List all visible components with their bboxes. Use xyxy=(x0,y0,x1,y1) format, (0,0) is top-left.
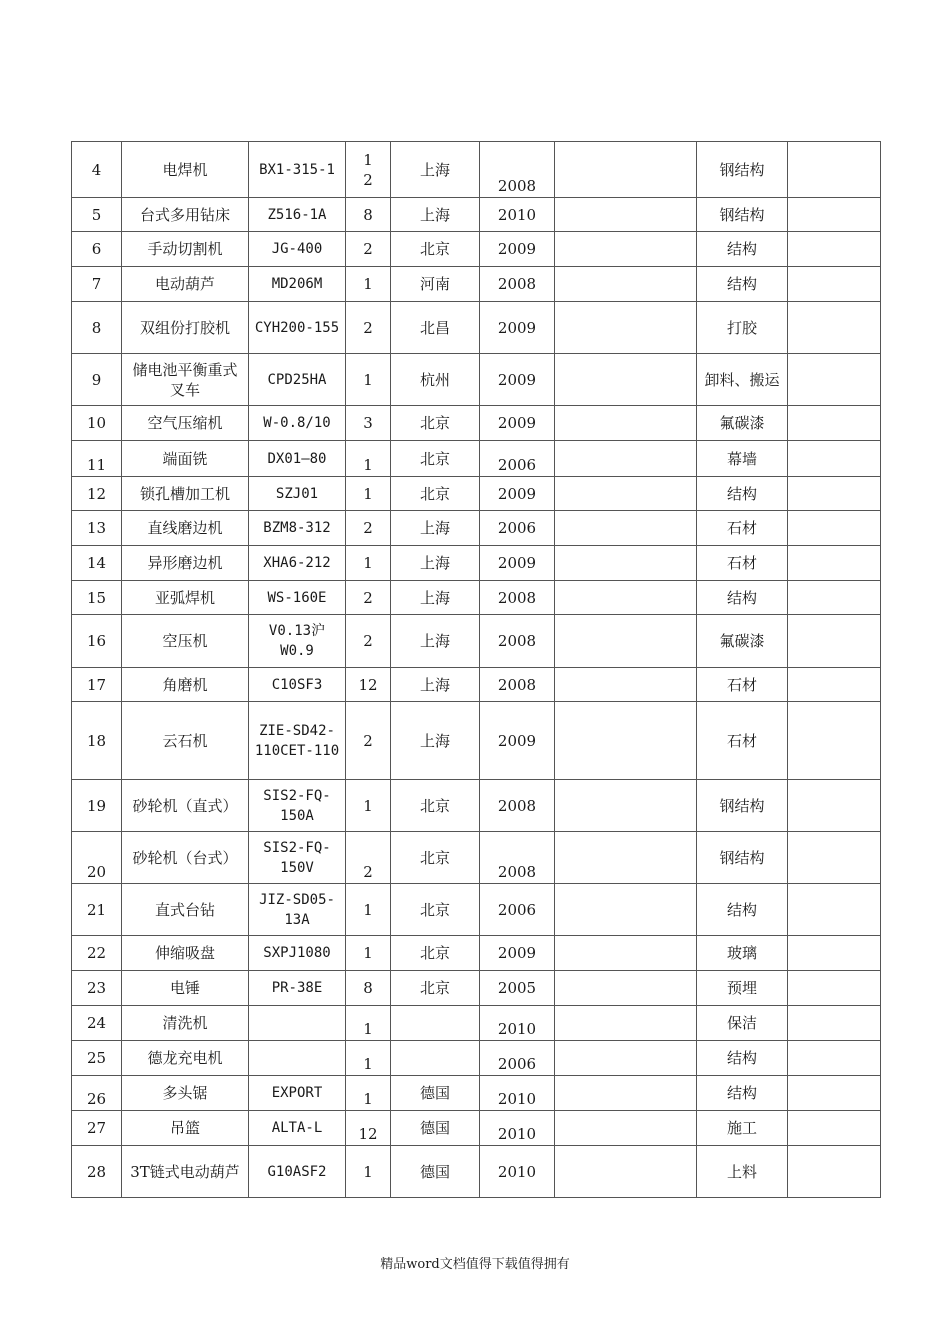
year-cell: 2008 xyxy=(480,780,555,832)
row-number-cell: 10 xyxy=(72,406,122,441)
year-cell: 2008 xyxy=(480,668,555,702)
row-number-cell: 27 xyxy=(72,1111,122,1146)
usage-cell: 结构 xyxy=(697,884,788,936)
model-cell: XHA6-212 xyxy=(249,546,346,581)
empty-cell xyxy=(555,702,697,780)
usage-cell: 结构 xyxy=(697,1041,788,1076)
quantity-cell: 1 xyxy=(346,267,391,302)
empty-cell xyxy=(555,546,697,581)
empty-cell xyxy=(788,884,881,936)
origin-cell: 杭州 xyxy=(391,354,480,406)
year-cell: 2006 xyxy=(480,511,555,546)
model-cell: JG-400 xyxy=(249,232,346,267)
row-number-cell: 22 xyxy=(72,936,122,971)
table-row xyxy=(72,1006,881,1041)
row-number-cell: 24 xyxy=(72,1006,122,1041)
year-cell: 2009 xyxy=(480,477,555,511)
model-cell: ZIE-SD42-110CET-110 xyxy=(249,702,346,780)
usage-cell: 结构 xyxy=(697,477,788,511)
usage-cell: 预埋 xyxy=(697,971,788,1006)
year-cell: 2008 xyxy=(480,267,555,302)
origin-cell xyxy=(391,1041,480,1076)
table-row xyxy=(72,1146,881,1198)
table-row xyxy=(72,232,881,267)
usage-cell: 钢结构 xyxy=(697,780,788,832)
year-cell: 2006 xyxy=(480,441,555,477)
quantity-cell: 1 2 xyxy=(346,142,391,198)
origin-cell: 上海 xyxy=(391,511,480,546)
model-cell: W-0.8/10 xyxy=(249,406,346,441)
empty-cell xyxy=(555,971,697,1006)
table-row xyxy=(72,406,881,441)
equipment-name-cell: 电锤 xyxy=(122,971,249,1006)
empty-cell xyxy=(555,406,697,441)
equipment-name-cell: 直式台钻 xyxy=(122,884,249,936)
equipment-name-cell: 3T链式电动葫芦 xyxy=(122,1146,249,1198)
year-cell: 2010 xyxy=(480,1006,555,1041)
origin-cell: 北昌 xyxy=(391,302,480,354)
model-cell: DX01—80 xyxy=(249,441,346,477)
empty-cell xyxy=(788,581,881,615)
quantity-cell: 1 xyxy=(346,441,391,477)
origin-cell: 德国 xyxy=(391,1111,480,1146)
usage-cell: 结构 xyxy=(697,581,788,615)
usage-cell: 打胶 xyxy=(697,302,788,354)
quantity-cell: 2 xyxy=(346,702,391,780)
empty-cell xyxy=(788,971,881,1006)
empty-cell xyxy=(788,936,881,971)
equipment-name-cell: 空压机 xyxy=(122,615,249,668)
equipment-name-cell: 亚弧焊机 xyxy=(122,581,249,615)
row-number-cell: 26 xyxy=(72,1076,122,1111)
model-cell: WS-160E xyxy=(249,581,346,615)
equipment-name-cell: 吊篮 xyxy=(122,1111,249,1146)
origin-cell: 河南 xyxy=(391,267,480,302)
equipment-name-cell: 砂轮机（台式） xyxy=(122,832,249,884)
quantity-cell: 1 xyxy=(346,1146,391,1198)
table-row xyxy=(72,832,881,884)
origin-cell: 上海 xyxy=(391,142,480,198)
usage-cell: 石材 xyxy=(697,668,788,702)
usage-cell: 石材 xyxy=(697,702,788,780)
origin-cell: 上海 xyxy=(391,581,480,615)
year-cell: 2010 xyxy=(480,1111,555,1146)
empty-cell xyxy=(788,1111,881,1146)
origin-cell: 北京 xyxy=(391,780,480,832)
model-cell: SZJ01 xyxy=(249,477,346,511)
empty-cell xyxy=(788,477,881,511)
table-row xyxy=(72,668,881,702)
row-number-cell: 17 xyxy=(72,668,122,702)
origin-cell: 北京 xyxy=(391,832,480,884)
empty-cell xyxy=(555,302,697,354)
table-row xyxy=(72,546,881,581)
year-cell: 2009 xyxy=(480,702,555,780)
model-cell: MD206M xyxy=(249,267,346,302)
equipment-name-cell: 锁孔槽加工机 xyxy=(122,477,249,511)
empty-cell xyxy=(555,198,697,232)
origin-cell: 北京 xyxy=(391,441,480,477)
equipment-table xyxy=(71,141,881,1198)
empty-cell xyxy=(788,668,881,702)
empty-cell xyxy=(788,1146,881,1198)
quantity-cell: 1 xyxy=(346,780,391,832)
year-cell: 2009 xyxy=(480,406,555,441)
row-number-cell: 5 xyxy=(72,198,122,232)
row-number-cell: 14 xyxy=(72,546,122,581)
origin-cell xyxy=(391,1006,480,1041)
equipment-name-cell: 角磨机 xyxy=(122,668,249,702)
quantity-cell: 12 xyxy=(346,1111,391,1146)
usage-cell: 卸料、搬运 xyxy=(697,354,788,406)
empty-cell xyxy=(788,232,881,267)
quantity-cell: 1 xyxy=(346,1006,391,1041)
usage-cell: 钢结构 xyxy=(697,198,788,232)
equipment-name-cell: 电动葫芦 xyxy=(122,267,249,302)
table-row xyxy=(72,936,881,971)
quantity-cell: 1 xyxy=(346,884,391,936)
quantity-cell: 1 xyxy=(346,354,391,406)
empty-cell xyxy=(788,780,881,832)
empty-cell xyxy=(788,302,881,354)
equipment-name-cell: 德龙充电机 xyxy=(122,1041,249,1076)
table-row xyxy=(72,581,881,615)
table-row xyxy=(72,971,881,1006)
usage-cell: 氟碳漆 xyxy=(697,406,788,441)
equipment-name-cell: 手动切割机 xyxy=(122,232,249,267)
origin-cell: 上海 xyxy=(391,198,480,232)
origin-cell: 北京 xyxy=(391,936,480,971)
usage-cell: 结构 xyxy=(697,267,788,302)
year-cell: 2010 xyxy=(480,198,555,232)
empty-cell xyxy=(555,354,697,406)
empty-cell xyxy=(555,1146,697,1198)
empty-cell xyxy=(788,1006,881,1041)
empty-cell xyxy=(555,142,697,198)
quantity-cell: 1 xyxy=(346,936,391,971)
quantity-cell: 2 xyxy=(346,615,391,668)
equipment-name-cell: 清洗机 xyxy=(122,1006,249,1041)
usage-cell: 钢结构 xyxy=(697,142,788,198)
equipment-name-cell: 双组份打胶机 xyxy=(122,302,249,354)
empty-cell xyxy=(788,406,881,441)
quantity-cell: 1 xyxy=(346,546,391,581)
empty-cell xyxy=(788,511,881,546)
origin-cell: 北京 xyxy=(391,884,480,936)
year-cell: 2005 xyxy=(480,971,555,1006)
usage-cell: 石材 xyxy=(697,511,788,546)
table-row xyxy=(72,142,881,198)
row-number-cell: 15 xyxy=(72,581,122,615)
origin-cell: 北京 xyxy=(391,232,480,267)
origin-cell: 北京 xyxy=(391,971,480,1006)
table-row xyxy=(72,1041,881,1076)
origin-cell: 上海 xyxy=(391,615,480,668)
usage-cell: 幕墙 xyxy=(697,441,788,477)
empty-cell xyxy=(555,884,697,936)
empty-cell xyxy=(788,198,881,232)
equipment-name-cell: 伸缩吸盘 xyxy=(122,936,249,971)
row-number-cell: 7 xyxy=(72,267,122,302)
origin-cell: 北京 xyxy=(391,406,480,441)
year-cell: 2009 xyxy=(480,302,555,354)
year-cell: 2006 xyxy=(480,1041,555,1076)
origin-cell: 德国 xyxy=(391,1146,480,1198)
model-cell: BZM8-312 xyxy=(249,511,346,546)
empty-cell xyxy=(788,1041,881,1076)
model-cell: C10SF3 xyxy=(249,668,346,702)
quantity-cell: 8 xyxy=(346,971,391,1006)
equipment-name-cell: 多头锯 xyxy=(122,1076,249,1111)
quantity-cell: 1 xyxy=(346,1041,391,1076)
empty-cell xyxy=(788,1076,881,1111)
row-number-cell: 18 xyxy=(72,702,122,780)
model-cell: G10ASF2 xyxy=(249,1146,346,1198)
equipment-name-cell: 云石机 xyxy=(122,702,249,780)
empty-cell xyxy=(788,267,881,302)
year-cell: 2008 xyxy=(480,832,555,884)
empty-cell xyxy=(555,477,697,511)
empty-cell xyxy=(555,441,697,477)
empty-cell xyxy=(555,232,697,267)
origin-cell: 上海 xyxy=(391,546,480,581)
origin-cell: 上海 xyxy=(391,702,480,780)
empty-cell xyxy=(788,354,881,406)
origin-cell: 北京 xyxy=(391,477,480,511)
empty-cell xyxy=(555,936,697,971)
quantity-cell: 1 xyxy=(346,1076,391,1111)
usage-cell: 玻璃 xyxy=(697,936,788,971)
model-cell: SXPJ1080 xyxy=(249,936,346,971)
usage-cell: 钢结构 xyxy=(697,832,788,884)
equipment-name-cell: 储电池平衡重式叉车 xyxy=(122,354,249,406)
equipment-name-cell: 直线磨边机 xyxy=(122,511,249,546)
quantity-cell: 12 xyxy=(346,668,391,702)
row-number-cell: 21 xyxy=(72,884,122,936)
row-number-cell: 19 xyxy=(72,780,122,832)
empty-cell xyxy=(788,441,881,477)
row-number-cell: 16 xyxy=(72,615,122,668)
model-cell xyxy=(249,1041,346,1076)
model-cell: CYH200-155 xyxy=(249,302,346,354)
model-cell: EXPORT xyxy=(249,1076,346,1111)
model-cell xyxy=(249,1006,346,1041)
empty-cell xyxy=(555,780,697,832)
year-cell: 2008 xyxy=(480,581,555,615)
row-number-cell: 4 xyxy=(72,142,122,198)
row-number-cell: 11 xyxy=(72,441,122,477)
model-cell: JIZ-SD05-13A xyxy=(249,884,346,936)
empty-cell xyxy=(555,581,697,615)
table-row xyxy=(72,477,881,511)
usage-cell: 施工 xyxy=(697,1111,788,1146)
table-row xyxy=(72,198,881,232)
year-cell: 2010 xyxy=(480,1076,555,1111)
model-cell: PR-38E xyxy=(249,971,346,1006)
model-cell: CPD25HA xyxy=(249,354,346,406)
table-row xyxy=(72,1111,881,1146)
row-number-cell: 9 xyxy=(72,354,122,406)
row-number-cell: 13 xyxy=(72,511,122,546)
empty-cell xyxy=(788,615,881,668)
year-cell: 2006 xyxy=(480,884,555,936)
equipment-name-cell: 砂轮机（直式） xyxy=(122,780,249,832)
row-number-cell: 8 xyxy=(72,302,122,354)
equipment-name-cell: 台式多用钻床 xyxy=(122,198,249,232)
usage-cell: 上料 xyxy=(697,1146,788,1198)
year-cell: 2008 xyxy=(480,142,555,198)
table-row xyxy=(72,1076,881,1111)
row-number-cell: 6 xyxy=(72,232,122,267)
equipment-name-cell: 电焊机 xyxy=(122,142,249,198)
empty-cell xyxy=(788,546,881,581)
quantity-cell: 2 xyxy=(346,302,391,354)
quantity-cell: 3 xyxy=(346,406,391,441)
table-row xyxy=(72,302,881,354)
empty-cell xyxy=(788,142,881,198)
model-cell: ALTA-L xyxy=(249,1111,346,1146)
model-cell: SIS2-FQ-150V xyxy=(249,832,346,884)
year-cell: 2009 xyxy=(480,546,555,581)
quantity-cell: 8 xyxy=(346,198,391,232)
row-number-cell: 23 xyxy=(72,971,122,1006)
empty-cell xyxy=(555,1076,697,1111)
model-cell: BX1-315-1 xyxy=(249,142,346,198)
year-cell: 2008 xyxy=(480,615,555,668)
quantity-cell: 2 xyxy=(346,832,391,884)
year-cell: 2010 xyxy=(480,1146,555,1198)
row-number-cell: 20 xyxy=(72,832,122,884)
table-row xyxy=(72,702,881,780)
equipment-name-cell: 空气压缩机 xyxy=(122,406,249,441)
empty-cell xyxy=(555,511,697,546)
usage-cell: 结构 xyxy=(697,1076,788,1111)
year-cell: 2009 xyxy=(480,232,555,267)
empty-cell xyxy=(555,1041,697,1076)
origin-cell: 德国 xyxy=(391,1076,480,1111)
page-footer: 精品word文档值得下载值得拥有 xyxy=(380,1257,570,1272)
model-cell: Z516-1A xyxy=(249,198,346,232)
model-cell: V0.13沪W0.9 xyxy=(249,615,346,668)
equipment-name-cell: 异形磨边机 xyxy=(122,546,249,581)
table-row xyxy=(72,884,881,936)
usage-cell: 氟碳漆 xyxy=(697,615,788,668)
row-number-cell: 25 xyxy=(72,1041,122,1076)
quantity-cell: 2 xyxy=(346,581,391,615)
usage-cell: 石材 xyxy=(697,546,788,581)
table-row xyxy=(72,780,881,832)
year-cell: 2009 xyxy=(480,354,555,406)
table-row xyxy=(72,354,881,406)
usage-cell: 结构 xyxy=(697,232,788,267)
model-cell: SIS2-FQ-150A xyxy=(249,780,346,832)
table-body xyxy=(72,142,881,1198)
quantity-cell: 1 xyxy=(346,477,391,511)
equipment-name-cell: 端面铣 xyxy=(122,441,249,477)
empty-cell xyxy=(555,668,697,702)
empty-cell xyxy=(555,267,697,302)
quantity-cell: 2 xyxy=(346,511,391,546)
quantity-cell: 2 xyxy=(346,232,391,267)
table-row xyxy=(72,441,881,477)
table-row xyxy=(72,267,881,302)
usage-cell: 保洁 xyxy=(697,1006,788,1041)
empty-cell xyxy=(788,702,881,780)
empty-cell xyxy=(555,1111,697,1146)
empty-cell xyxy=(555,615,697,668)
row-number-cell: 28 xyxy=(72,1146,122,1198)
empty-cell xyxy=(555,832,697,884)
empty-cell xyxy=(788,832,881,884)
table-row xyxy=(72,511,881,546)
row-number-cell: 12 xyxy=(72,477,122,511)
year-cell: 2009 xyxy=(480,936,555,971)
empty-cell xyxy=(555,1006,697,1041)
origin-cell: 上海 xyxy=(391,668,480,702)
table-row xyxy=(72,615,881,668)
